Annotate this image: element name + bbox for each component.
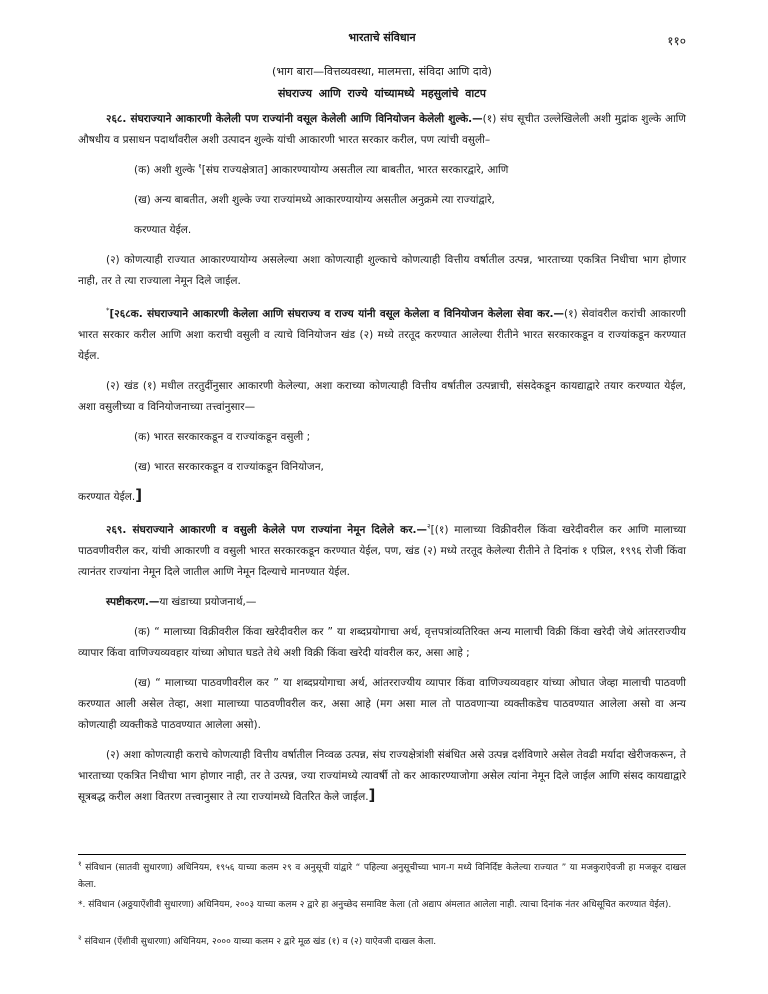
article-269-clause-2 [78,745,686,808]
article-268a-item-a: (क) भारत सरकारकडून व राज्यांकडून वसुली ; [134,431,311,443]
footnote-1-text: संविधान (सातवी सुधारणा) अधिनियम, १९५६ याच्या कलम २९ व अनुसूची यांद्वारे “ पहिल्या अनुसूचीच्या भाग-ग मध्ये विनिर्दिष्ट केलेल्या राज्यात ” या मजकुराऐवजी हा मजकूर दाखल केला. [78,863,686,890]
article-268a-clause-2: (२) खंड (१) मधील तरतुदींनुसार आकारणी केलेल्या, अशा कराच्या कोणत्याही वित्तीय वर्षातील उत्पन्नाची, संसदेकडून कायद्याद्वारे तयार करण्यात येईल, अशा वसुलीच्या व विनियोजनाच्या तत्त्वांनुसार— [78,380,686,413]
footnote-star [78,897,686,914]
article-268a-heading: [२६८क. संघराज्याने आकारणी केलेला आणि संघराज्य व राज्य यांनी वसूल केलेला व विनियोजन केलेला सेवा कर.— [109,308,564,320]
footnote-ref-1[interactable]: १ [198,162,202,171]
closing-bracket: ] [368,786,376,804]
item-a-suffix: आकारण्यायोग्य असतील त्या बाबतीत, भारत सरकारद्वारे, आणि [267,164,509,176]
part-subtitle: (भाग बारा—वित्तव्यवस्था, मालमत्ता, संविदा आणि दावे) [272,65,492,78]
footnote-ref-2[interactable]: २ [427,522,431,531]
chapter-heading: संघराज्य आणि राज्ये यांच्यामध्ये महसुलांचे वाटप [278,87,486,100]
footnote-star-text: संविधान (अठ्ठयाऐंशीवी सुधारणा) अधिनियम, २००३ याच्या कलम २ द्वारे हा अनुच्छेद समाविष्ट केला (तो अद्याप अंमलात आलेला नाही. त्याचा दिनांक नंतर अधिसूचित करण्यात येईल). [88,900,672,910]
footnote-2-text: संविधान (ऐंशीवी सुधारणा) अधिनियम, २००० याच्या कलम २ द्वारे मूळ खंड (१) व (२) याऐवजी दाखल केला. [84,937,437,947]
footnote-star-mark: *. [78,900,86,910]
running-title: भारताचे संविधान [348,31,416,44]
article-268a-clause-1 [78,304,686,367]
footnote-divider [78,854,686,855]
article-268-item-a [78,160,686,181]
article-268a-tail-text: करण्यात येईल. [78,491,136,503]
explanation-intro: या खंडाच्या प्रयोजनार्थ,— [159,596,257,608]
footnote-2 [78,934,686,951]
article-268-item-b: (ख) अन्य बाबतीत, अशी शुल्के ज्या राज्यांमध्ये आकारण्यायोग्य असतील अनुक्रमे त्या राज्यांद्वारे, [134,194,495,206]
article-268-clause-1 [78,109,686,151]
article-268-tail: करण्यात येईल. [134,224,192,236]
article-268-heading: २६८. संघराज्याने आकारणी केलेली पण राज्यांनी वसूल केलेली आणि विनियोजन केलेली शुल्के.— [106,113,483,125]
footnote-1 [78,860,686,894]
explanation-item-b: (ख) “ मालाच्या पाठवणीवरील कर ” या शब्दप्रयोगाचा अर्थ, आंतरराज्यीय व्यापार किंवा वाणिज्यव्यवहार यांच्या ओघात जेव्हा मालाची पाठवणी करण्यात आली असेल तेव्हा, अशा मालाच्या पाठवणीवरील कर, असा आहे (मग असा माल तो पाठवणाऱ्या व्यक्तीकडेच पाठवण्यात आलेला असो वा अन्य कोणत्याही व्यक्तीकडे पाठवण्यात आलेला असो). [78,677,686,731]
closing-bracket: ] [135,486,143,504]
explanation-item-a: (क) “ मालाच्या विक्रीवरील किंवा खरेदीवरील कर ” या शब्दप्रयोगाचा अर्थ, वृत्तपत्रांव्यतिरिक्त अन्य मालाची विक्री किंवा खरेदी जेथे आंतरराज्यीय व्यापार किंवा वाणिज्यव्यवहार यांच्या ओघात घडते तेथे अशी विक्री किंवा खरेदी यांवरील कर, असा आहे ; [78,626,686,659]
article-268a-item-b: (ख) भारत सरकारकडून व राज्यांकडून विनियोजन, [134,461,324,473]
article-269-clause-2-text: (२) अशा कोणत्याही कराचे कोणत्याही वित्तीय वर्षातील निव्वळ उत्पन्न, संघ राज्यक्षेत्रांशी संबंधित असे उत्पन्न दर्शविणारे असेल तेवढी मर्यादा खेरीजकरून, ते भारताच्या एकत्रित निधीचा भाग होणार नाही, तर ते उत्पन्न, ज्या राज्यांमध्ये त्यावर्षी तो कर आकारण्याजोगा असेल त्यांना नेमून दिले जाईल आणि संसद कायद्याद्वारे सूत्रबद्ध करील अशा वितरण तत्त्वानुसार ते त्या राज्यांमध्ये वितरित केले जाईल. [78,749,686,803]
article-269-clause-1 [78,520,686,583]
item-a-inserted-text: [संघ राज्यक्षेत्रात] [201,164,268,176]
article-268-clause-1-text: (१) संघ सूचीत उल्लेखिलेली अशी मुद्रांक शुल्के आणि औषधीय व प्रसाधन पदार्थांवरील अशी उत्पादन शुल्के यांची आकारणी भारत सरकार करील, पण त्यांची वसुली– [78,113,686,146]
footnote-2-mark: २ [78,934,82,942]
item-a-prefix: (क) अशी शुल्के [134,164,199,176]
page-number: ११० [667,34,686,48]
explanation-heading: स्पष्टीकरण.— [106,596,160,608]
footnote-ref-star[interactable]: * [106,306,110,315]
footnote-1-mark: १ [78,860,82,868]
explanation-heading-line [78,592,686,613]
article-268-clause-2: (२) कोणत्याही राज्यात आकारण्यायोग्य असलेल्या अशा कोणत्याही शुल्काचे कोणत्याही वित्तीय वर्षातील उत्पन्न, भारताच्या एकत्रित निधीचा भाग होणार नाही, तर ते त्या राज्याला नेमून दिले जाईल. [78,254,686,287]
article-268a-clause-1-text: (१) सेवांवरील करांची आकारणी भारत सरकार करील आणि अशा कराची वसुली व त्याचे विनियोजन खंड (२) मध्ये तरतूद करण्यात आलेल्या रीतीने भारत सरकारकडून व राज्यांकडून करण्यात येईल. [78,308,686,362]
page-header [78,28,686,52]
article-269-heading: २६९. संघराज्याने आकारणी व वसुली केलेले पण राज्यांना नेमून दिलेले कर.— [106,524,428,536]
article-268a-tail [78,487,686,508]
article-269-clause-1-text: [(१) मालाच्या विक्रीवरील किंवा खरेदीवरील कर आणि मालाच्या पाठवणीवरील कर, यांची आकारणी व वसुली भारत सरकारकडून करण्यात येईल, पण, खंड (२) मध्ये तरतूद केलेल्या रीतीने ते दिनांक १ एप्रिल, १९९६ रोजी किंवा त्यानंतर राज्यांना नेमून दिले जातील आणि नेमून दिल्याचे मानण्यात येईल. [78,524,686,578]
